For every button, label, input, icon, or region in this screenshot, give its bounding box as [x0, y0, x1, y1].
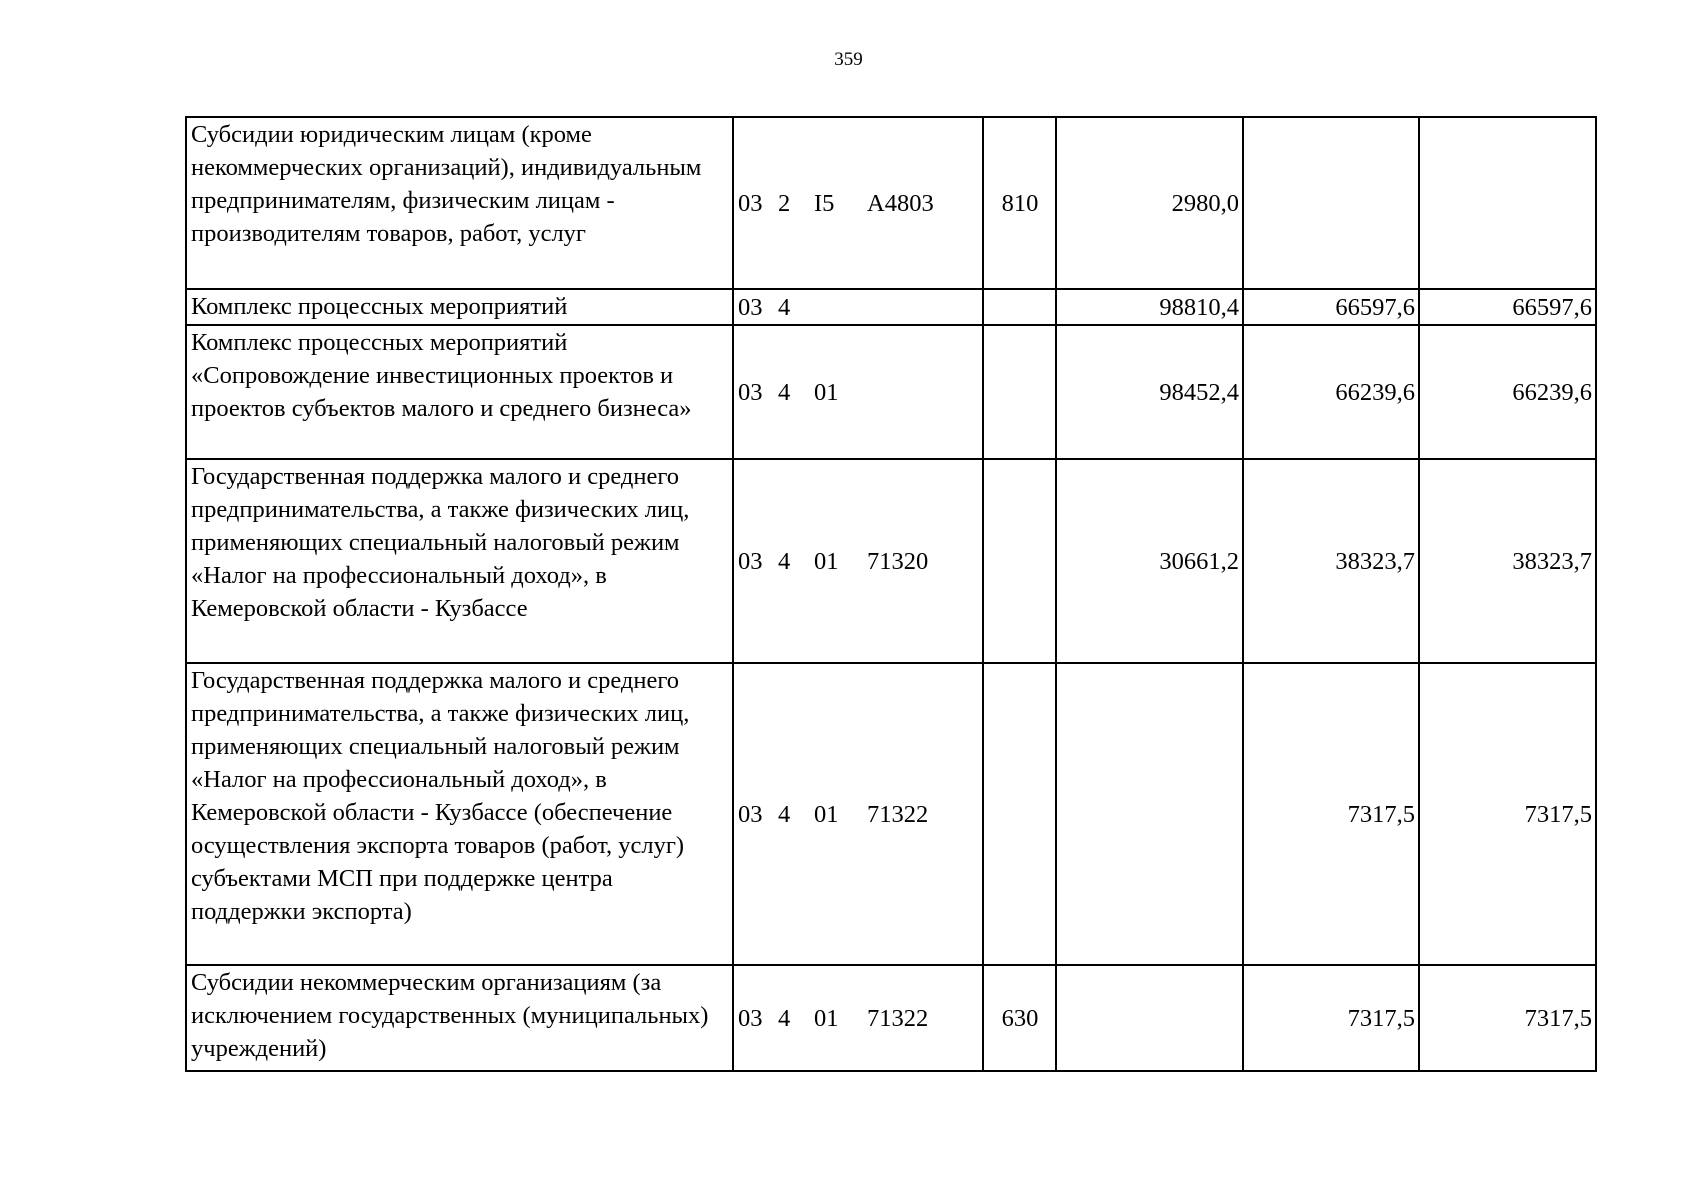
table-row — [186, 325, 1596, 459]
group-code: 01 — [814, 547, 839, 575]
row-name: Субсидии юридическим лицам (кроме некоммерческих организаций), индивидуальным предпринимателям, физическим лицам - производителям товаров, работ, услуг — [186, 117, 733, 289]
group-code: 01 — [814, 1004, 839, 1032]
expense-type-code: 630 — [983, 965, 1056, 1071]
sum-year-2: 66239,6 — [1243, 325, 1419, 459]
expense-type-code — [983, 459, 1056, 663]
group-code: 01 — [814, 800, 839, 828]
target-article-code — [733, 663, 983, 965]
program-code: 03 — [738, 800, 763, 828]
program-code: 03 — [738, 547, 763, 575]
target-article-code — [733, 459, 983, 663]
sum-year-2: 7317,5 — [1243, 965, 1419, 1071]
subprogram-code: 4 — [778, 293, 791, 321]
sum-year-1: 98452,4 — [1056, 325, 1243, 459]
row-name: Государственная поддержка малого и среднего предпринимательства, а также физических лиц, применяющих специальный налоговый режим «Налог на профессиональный доход», в Кемеровской области - Кузбассе — [186, 459, 733, 663]
sum-year-1: 30661,2 — [1056, 459, 1243, 663]
target-article-code — [733, 289, 983, 325]
program-code: 03 — [738, 1004, 763, 1032]
subprogram-code: 4 — [778, 800, 791, 828]
row-name: Субсидии некоммерческим организациям (за исключением государственных (муниципальных) учреждений) — [186, 965, 733, 1071]
group-code: I5 — [814, 189, 835, 217]
program-code: 03 — [738, 293, 763, 321]
sum-year-3: 38323,7 — [1419, 459, 1596, 663]
row-name: Комплекс процессных мероприятий — [186, 289, 733, 325]
page-number: 359 — [834, 49, 863, 70]
subprogram-code: 4 — [778, 1004, 791, 1032]
sum-year-1 — [1056, 965, 1243, 1071]
sum-year-3: 7317,5 — [1419, 965, 1596, 1071]
direction-code: 71322 — [867, 800, 929, 828]
sum-year-1 — [1056, 663, 1243, 965]
table-row — [186, 117, 1596, 289]
sum-year-3: 7317,5 — [1419, 663, 1596, 965]
table-row — [186, 965, 1596, 1071]
table-row — [186, 289, 1596, 325]
row-name: Комплекс процессных мероприятий «Сопровождение инвестиционных проектов и проектов субъектов малого и среднего бизнеса» — [186, 325, 733, 459]
subprogram-code: 2 — [778, 189, 791, 217]
expense-type-code: 810 — [983, 117, 1056, 289]
budget-table — [185, 116, 1597, 1072]
direction-code: 71320 — [867, 547, 929, 575]
program-code: 03 — [738, 189, 763, 217]
subprogram-code: 4 — [778, 378, 791, 406]
direction-code: А4803 — [867, 189, 934, 217]
expense-type-code — [983, 663, 1056, 965]
sum-year-1: 98810,4 — [1056, 289, 1243, 325]
sum-year-2: 38323,7 — [1243, 459, 1419, 663]
sum-year-2: 7317,5 — [1243, 663, 1419, 965]
expense-type-code — [983, 289, 1056, 325]
sum-year-3 — [1419, 117, 1596, 289]
sum-year-1: 2980,0 — [1056, 117, 1243, 289]
sum-year-2: 66597,6 — [1243, 289, 1419, 325]
subprogram-code: 4 — [778, 547, 791, 575]
direction-code: 71322 — [867, 1004, 929, 1032]
program-code: 03 — [738, 378, 763, 406]
table-row — [186, 459, 1596, 663]
sum-year-2 — [1243, 117, 1419, 289]
target-article-code — [733, 965, 983, 1071]
table-row — [186, 663, 1596, 965]
sum-year-3: 66597,6 — [1419, 289, 1596, 325]
group-code: 01 — [814, 378, 839, 406]
expense-type-code — [983, 325, 1056, 459]
target-article-code — [733, 325, 983, 459]
target-article-code — [733, 117, 983, 289]
row-name: Государственная поддержка малого и среднего предпринимательства, а также физических лиц, применяющих специальный налоговый режим «Налог на профессиональный доход», в Кемеровской области - Кузбассе (обеспечение осуществления экспорта товаров (работ, услуг) субъектами МСП при поддержке центра поддержки экспорта) — [186, 663, 733, 965]
table-body — [186, 117, 1596, 1071]
sum-year-3: 66239,6 — [1419, 325, 1596, 459]
